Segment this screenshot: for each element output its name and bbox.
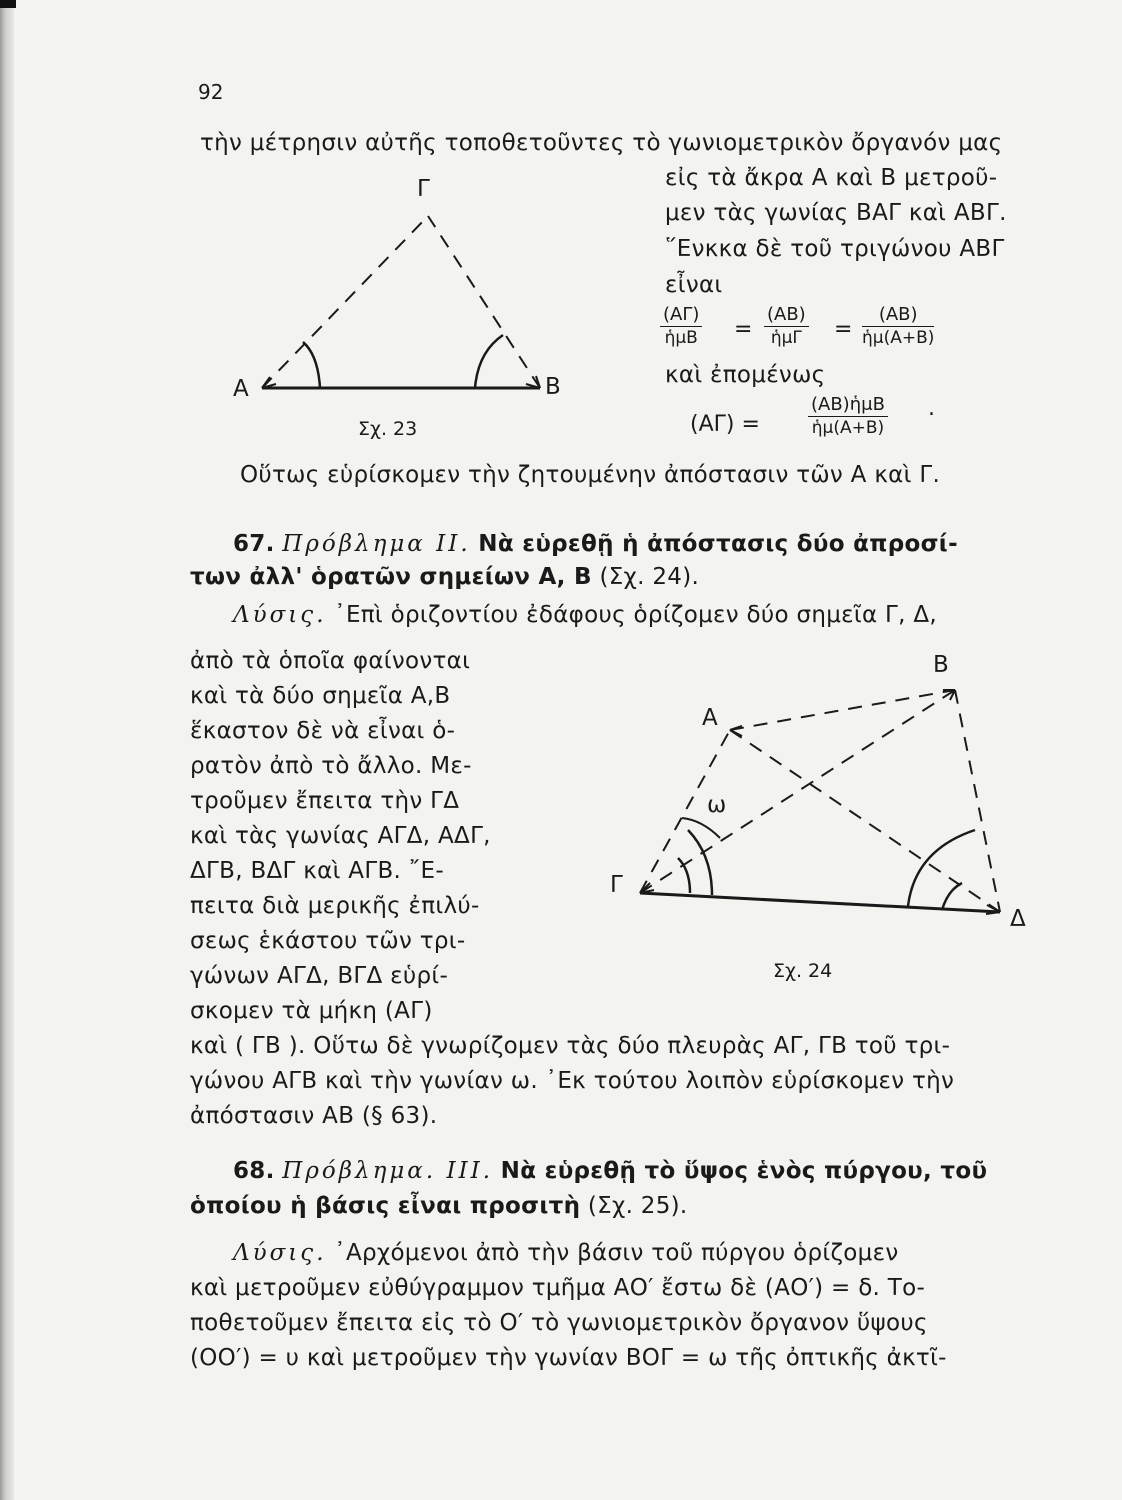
fraction-numerator: (ΑΒ)	[862, 304, 934, 327]
angle-arc-g-inner	[678, 858, 690, 893]
problem-title-cont: ὁποίου ἡ βάσις εἶναι προσιτὴ	[190, 1193, 581, 1219]
text-line: (ΟΟ′) = υ καὶ μετροῦμεν τὴν γωνίαν ΒΟΓ = ω τῆς ὀπτικῆς ἀκτῖ-	[190, 1345, 947, 1371]
figure-reference: (Σχ. 24).	[599, 564, 700, 590]
fig24-label-d: Δ	[1010, 906, 1026, 932]
text-line: καὶ ἐπομένως	[665, 362, 826, 388]
fraction-denominator: ἡμ(Α+Β)	[862, 328, 935, 348]
text-line: ἕκαστον δὲ νὰ εἶναι ὁ-	[190, 718, 456, 744]
fraction-numerator: (ΑΒ)ἡμΒ	[808, 394, 888, 417]
fig24-label-omega: ω	[707, 792, 727, 818]
angle-arc-g-outer	[688, 830, 712, 895]
line-bd-dashed	[955, 690, 1000, 912]
fraction-numerator: (ΑΓ)	[660, 304, 702, 327]
text-line: ῞Ενκκα δὲ τοῦ τριγώνου ΑΒΓ	[665, 236, 1005, 262]
text-line: ἀπὸ τὰ ὁποῖα φαίνονται	[190, 648, 471, 674]
fig23-caption: Σχ. 23	[358, 418, 418, 440]
angle-arc-d-inner	[942, 883, 962, 910]
text-line: πειτα διὰ μερικῆς ἐπιλύ-	[190, 893, 480, 919]
text-line: ἀπόστασιν ΑΒ (§ 63).	[190, 1103, 438, 1129]
angle-arc-d-outer	[908, 830, 975, 906]
text-line: σεως ἑκάστου τῶν τρι-	[190, 928, 466, 954]
line-ab-dashed	[730, 690, 955, 730]
problem-number: 67.	[233, 531, 275, 557]
fig23-label-b: Β	[545, 374, 561, 400]
problem-label: Πρόβλημα ΙΙ.	[282, 531, 471, 557]
solution-68-line	[233, 1240, 899, 1266]
text-line: τὴν μέτρησιν αὐτῆς τοποθετοῦντες τὸ γωνιομετρικὸν ὄργανόν μας	[200, 130, 1003, 156]
page-number: 92	[198, 80, 224, 104]
text-line: μεν τὰς γωνίας ΒΑΓ καὶ ΑΒΓ.	[665, 200, 1007, 226]
solution-label: Λύσις.	[233, 602, 327, 628]
problem-title: Νὰ εὑρεθῇ τὸ ὕψος ἑνὸς πύργου, τοῦ	[500, 1158, 988, 1184]
fig24-caption: Σχ. 24	[773, 960, 833, 982]
solution-text: ᾿Επὶ ὁριζοντίου ἐδάφους ὁρίζομεν δύο σημεῖα Γ, Δ,	[334, 602, 938, 628]
fraction-denominator: ἡμΒ	[664, 328, 698, 348]
text-line: Οὕτως εὑρίσκομεν τὴν ζητουμένην ἀπόστασιν τῶν Α καὶ Γ.	[240, 462, 941, 488]
text-line: καὶ ( ΓΒ ). Οὕτω δὲ γνωρίζομεν τὰς δύο πλευρὰς ΑΓ, ΓΒ τοῦ τρι-	[190, 1033, 951, 1059]
text-line: τροῦμεν ἔπειτα τὴν ΓΔ	[190, 788, 460, 814]
fig23-label-a: Α	[233, 376, 249, 402]
equals-sign: =	[834, 317, 853, 342]
problem-68-heading	[233, 1158, 987, 1184]
text-line: καὶ μετροῦμεν εὐθύγραμμον τμῆμα ΑΟ′ ἔστω δὲ (ΑΟ′) = δ. Το-	[190, 1275, 926, 1301]
problem-68-heading-line2	[190, 1193, 688, 1219]
text-line: γώνων ΑΓΔ, ΒΓΔ εὑρί-	[190, 963, 449, 989]
result-period: .	[928, 396, 935, 421]
text-line: σκομεν τὰ μήκη (ΑΓ)	[190, 998, 433, 1024]
fig24-label-b: Β	[933, 652, 949, 678]
text-line: γώνου ΑΓΒ καὶ τὴν γωνίαν ω. ᾿Εκ τούτου λοιπὸν εὑρίσκομεν τὴν	[190, 1068, 955, 1094]
problem-title-cont: των ἀλλ' ὁρατῶν σημείων Α, Β	[190, 564, 592, 590]
fraction-numerator: (ΑΒ)	[764, 304, 809, 327]
angle-arc-omega	[682, 818, 720, 838]
text-line: ΔΓΒ, ΒΔΓ καὶ ΑΓΒ. ῎Ε-	[190, 858, 444, 884]
line-gb-dashed	[640, 690, 955, 893]
result-lhs: (ΑΓ) =	[690, 412, 760, 437]
fig24-label-a: Α	[702, 705, 718, 731]
solution-label: Λύσις.	[233, 1240, 327, 1266]
text-line: εἰς τὰ ἄκρα Α καὶ Β μετροῦ-	[665, 165, 998, 191]
figure-reference: (Σχ. 25).	[587, 1193, 688, 1219]
text-line: ρατὸν ἀπὸ τὸ ἄλλο. Με-	[190, 753, 472, 779]
text-line: καὶ τὰς γωνίας ΑΓΔ, ΑΔΓ,	[190, 823, 491, 849]
text-line: εἶναι	[665, 272, 723, 298]
fraction-denominator: ἡμΓ	[770, 328, 802, 348]
problem-number: 68.	[233, 1158, 275, 1184]
problem-title: Νὰ εὑρεθῇ ἡ ἀπόστασις δύο ἀπροσί-	[478, 531, 958, 557]
fig24-label-g: Γ	[610, 872, 623, 898]
text-line: καὶ τὰ δύο σημεῖα Α,Β	[190, 683, 451, 709]
equals-sign: =	[734, 317, 753, 342]
fraction-denominator: ἡμ(Α+Β)	[811, 418, 885, 438]
text-line: ποθετοῦμεν ἔπειτα εἰς τὸ Ο′ τὸ γωνιομετρικὸν ὄργανον ὕψους	[190, 1310, 928, 1336]
solution-text: ᾿Αρχόμενοι ἀπὸ τὴν βάσιν τοῦ πύργου ὁρίζομεν	[334, 1240, 899, 1266]
fig23-label-g: Γ	[417, 176, 430, 202]
problem-label: Πρόβλημα. ΙΙΙ.	[282, 1158, 494, 1184]
